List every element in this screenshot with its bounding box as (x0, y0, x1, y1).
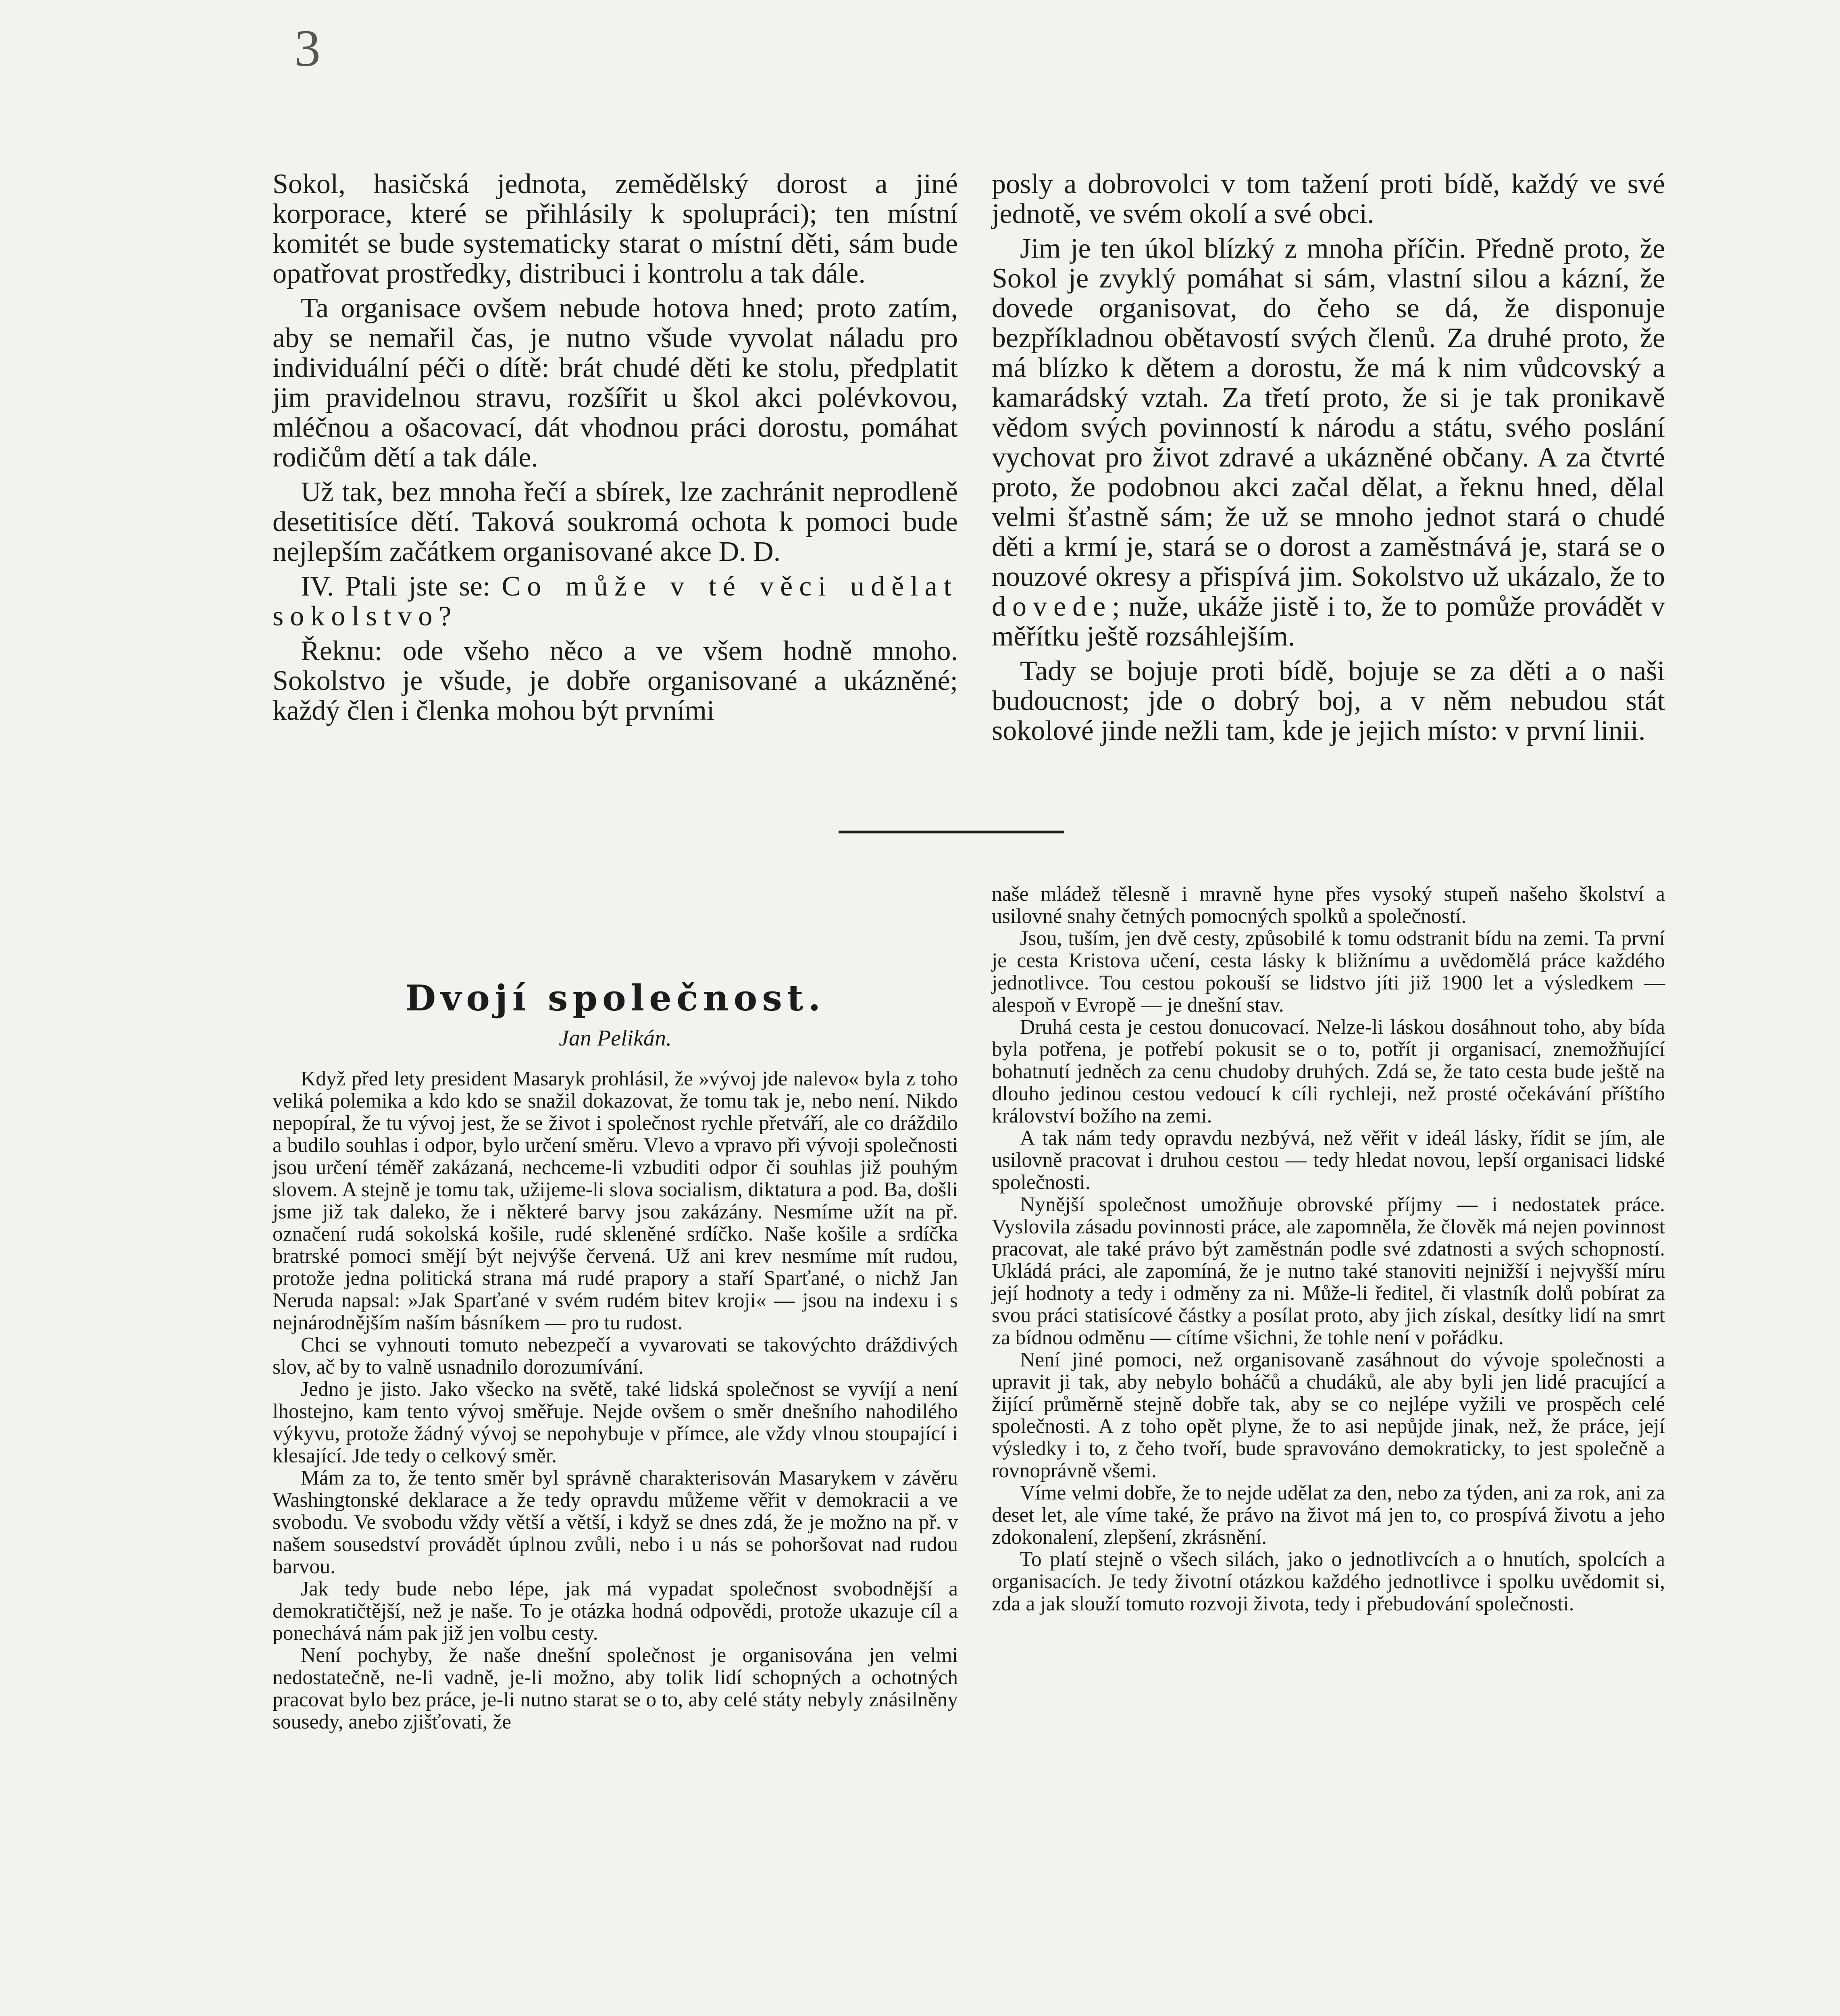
paragraph: Jsou, tuším, jen dvě cesty, způsobilé k tomu odstranit bídu na zemi. Ta první je cesta Kristova učení, cesta lásky k bližnímu a uvědomělá práce každého jednotlivce. Tou cestou pokouší se lidstvo jíti již 1900 let a výsledkem — alespoň v Evropě — je dnešní stav. (992, 927, 1665, 1016)
article-title: Dvojí společnost. (405, 977, 826, 1019)
paragraph: Mám za to, že tento směr byl správně charakterisován Masarykem v závěru Washingtonské deklarace a že tedy opravdu můžeme věřit v demokracii a ve svobodu. Ve svobodu vždy větší a větší, i když se dnes zdá, že je možno na př. v našem sousedství provádět úplnou zvůli, nebo i u nás se pohoršovat nad rudou barvou. (273, 1466, 958, 1578)
paragraph-text: ; nuže, ukáže jistě i to, že to pomůže provádět v měřítku ještě rozsáhlejším. (992, 591, 1665, 652)
top-right-column (992, 169, 1665, 751)
article-left-column (273, 976, 958, 1733)
paragraph: Když před lety president Masaryk prohlásil, že »vývoj jde nalevo« byla z toho veliká polemika a kdo kdo se snažil dokazovat, že tomu tak je, nebo není. Nikdo nepopíral, že tu vývoj jest, že se život i společnost rychle přetváří, ale co dráždilo a budilo souhlas i odpor, bylo určení směru. Vlevo a vpravo při vývoji společnosti jsou určení téměř zakázaná, nechceme-li vzbuditi odpor či souhlas již pouhým slovem. A stejně je tomu tak, užijeme-li slova socialism, diktatura a pod. Ba, došli jsme již tak daleko, že i některé barvy jsou zakázány. Nesmíme užít na př. označení rudá sokolská košile, rudé skleněné srdíčko. Naše košile a srdíčka bratrské pomoci smějí být nejvýše červená. Už ani krev nesmíme mít rudou, protože jedna politická strana má rudé prapory a staří Sparťané, o nichž Jan Neruda napsal: »Jak Sparťané v svém rudém bitev kroji« — jsou na indexu i s nejnárodnějším naším básníkem — pro tu rudost. (273, 1067, 958, 1334)
paragraph: Ta organisace ovšem nebude hotova hned; proto zatím, aby se nemařil čas, je nutno všude vyvolat náladu pro individuální péči o dítě: brát chudé děti ke stolu, předplatit jim pravidelnou stravu, rozšířit u škol akci polévkovou, mléčnou a ošacovací, dát vhodnou práci dorostu, pomáhat rodičům dětí a tak dále. (273, 293, 958, 473)
paragraph: posly a dobrovolci v tom tažení proti bídě, každý ve své jednotě, ve svém okolí a své obci. (992, 169, 1665, 229)
question-paragraph (273, 572, 958, 631)
answer-paragraph: Řeknu: ode všeho něco a ve všem hodně mnoho. Sokolstvo je všude, je dobře organisované a ukázněné; každý člen i členka mohou být prvními (273, 635, 958, 726)
article-right-column (992, 883, 1665, 1615)
question-prefix: IV. Ptali jste se: (301, 571, 502, 602)
paragraph: To platí stejně o všech silách, jako o jednotlivcích a o hnutích, spolcích a organisacích. Je tedy životní otázkou každého jednotlivce i spolku uvědomit si, zda a jak slouží tomuto rozvoji života, tedy i přebudování společnosti. (992, 1548, 1665, 1615)
paragraph: Druhá cesta je cestou donucovací. Nelze-li láskou dosáhnout toho, aby bída byla potřena, je potřebí pokusit se o to, potřít ji organisací, znemožňující bohatnutí jedněch za cenu chudoby druhých. Zdá se, že tato cesta bude ještě na dlouho jedinou cestou vedoucí k cíli rychleji, než prosté očekávání příštího království božího na zemi. (992, 1016, 1665, 1127)
paragraph-text: Jim je ten úkol blízký z mnoha příčin. Předně proto, že Sokol je zvyklý pomáhat si sám, vlastní silou a kázní, že dovede organisovat, do čeho se dá, že disponuje bezpříkladnou obětavostí svých členů. Za druhé proto, že má blízko k dětem a dorostu, že má k nim vůdcovský a kamarádský vztah. Za třetí proto, že si je tak pronikavě vědom svých povinností k národu a státu, svého poslání vychovat pro život zdravé a ukázněné občany. A za čtvrté proto, že podobnou akci začal dělat, a řeknu hned, dělal velmi šťastně sám; že už se mnoho jednot stará o chudé děti a krmí je, stará se o dorost a zaměstnává je, stará se o nouzové okresy a přispívá jim. Sokolstvo už ukázalo, že to (992, 233, 1665, 592)
paragraph: Tady se bojuje proti bídě, bojuje se za děti a o naši budoucnost; jde o dobrý boj, a v něm nebudou stát sokolové jinde nežli tam, kde je jejich místo: v první linii. (992, 656, 1665, 746)
paragraph (992, 234, 1665, 652)
paragraph: naše mládež tělesně i mravně hyne přes vysoký stupeň našeho školství a usilovné snahy četných pomocných spolků a společností. (992, 883, 1665, 928)
paragraph: A tak nám tedy opravdu nezbývá, než věřit v ideál lásky, řídit se jím, ale usilovně pracovat i druhou cestou — tedy hledat novou, lepší organisaci lidské společnosti. (992, 1127, 1665, 1194)
spaced-word: dovede (992, 591, 1112, 622)
question-spaced-text: Co může v té věci udělat sokolstvo? (273, 571, 958, 632)
paragraph: Jak tedy bude nebo lépe, jak má vypadat společnost svobodnější a demokratičtější, než je naše. To je otázka hodná odpovědi, protože ukazuje cíl a ponechává nám pak již jen volbu cesty. (273, 1577, 958, 1645)
paragraph: Nynější společnost umožňuje obrovské příjmy — i nedostatek práce. Vyslovila zásadu povinnosti práce, ale zapomněla, že člověk má nejen povinnost pracovat, ale také právo být zaměstnán podle své zdatnosti a svých schopností. Ukládá práci, ale zapomíná, že je nutno také stanoviti nejnižší i nejvyšší míru její hodnoty a tedy i odměny za ni. Může-li ředitel, či vlastník dolů pobírat za svou práci statisícové částky a posílat proto, aby jich získal, desítky lidí na smrt za bídnou odměnu — cítíme všichni, že tohle není v pořádku. (992, 1193, 1665, 1349)
paragraph: Sokol, hasičská jednota, zemědělský dorost a jiné korporace, které se přihlásily k spolupráci); ten místní komitét se bude systematicky starat o místní děti, sám bude opatřovat prostředky, distribuci i kontrolu a tak dále. (273, 169, 958, 289)
handwritten-page-mark: 3 (294, 19, 321, 77)
paragraph: Chci se vyhnouti tomuto nebezpečí a vyvarovati se takovýchto dráždivých slov, ač by to valně usnadnilo dorozumívání. (273, 1333, 958, 1379)
section-divider (839, 831, 1064, 833)
paragraph: Jedno je jisto. Jako všecko na světě, také lidská společnost se vyvíjí a není lhostejno, kam tento vývoj směřuje. Nejde ovšem o směr dnešního nahodilého výkyvu, protože žádný vývoj se nepohybuje v přímce, ale vždy vlnou stoupající i klesající. Jde tedy o celkový směr. (273, 1378, 958, 1467)
top-left-column (273, 169, 958, 731)
paragraph: Není pochyby, že naše dnešní společnost je organisována jen velmi nedostatečně, ne-li vadně, je-li možno, aby tolik lidí schopných a ochotných pracovat bylo bez práce, je-li nutno starat se o to, aby celé státy nebyly znásilněny sousedy, anebo zjišťovati, že (273, 1644, 958, 1733)
paragraph: Už tak, bez mnoha řečí a sbírek, lze zachránit neprodleně desetitisíce dětí. Taková soukromá ochota k pomoci bude nejlepším začátkem organisované akce D. D. (273, 477, 958, 567)
article-author: Jan Pelikán. (559, 1026, 672, 1051)
paragraph: Není jiné pomoci, než organisovaně zasáhnout do vývoje společnosti a upravit ji tak, aby nebylo boháčů a chudáků, ale aby byli jen lidé pracující a žijící průměrně stejně dobře tak, aby se co nejlépe vyžili ve prospěch celé společnosti. A z toho opět plyne, že to asi nepůjde jinak, než, že práce, její výsledky i to, z čeho tvoří, bude spravováno demokraticky, to jest společně a rovnoprávně všemi. (992, 1348, 1665, 1482)
paragraph: Víme velmi dobře, že to nejde udělat za den, nebo za týden, ani za rok, ani za deset let, ale víme také, že právo na život má jen to, co prospívá životu a jeho zdokonalení, zlepšení, zkrásnění. (992, 1481, 1665, 1549)
